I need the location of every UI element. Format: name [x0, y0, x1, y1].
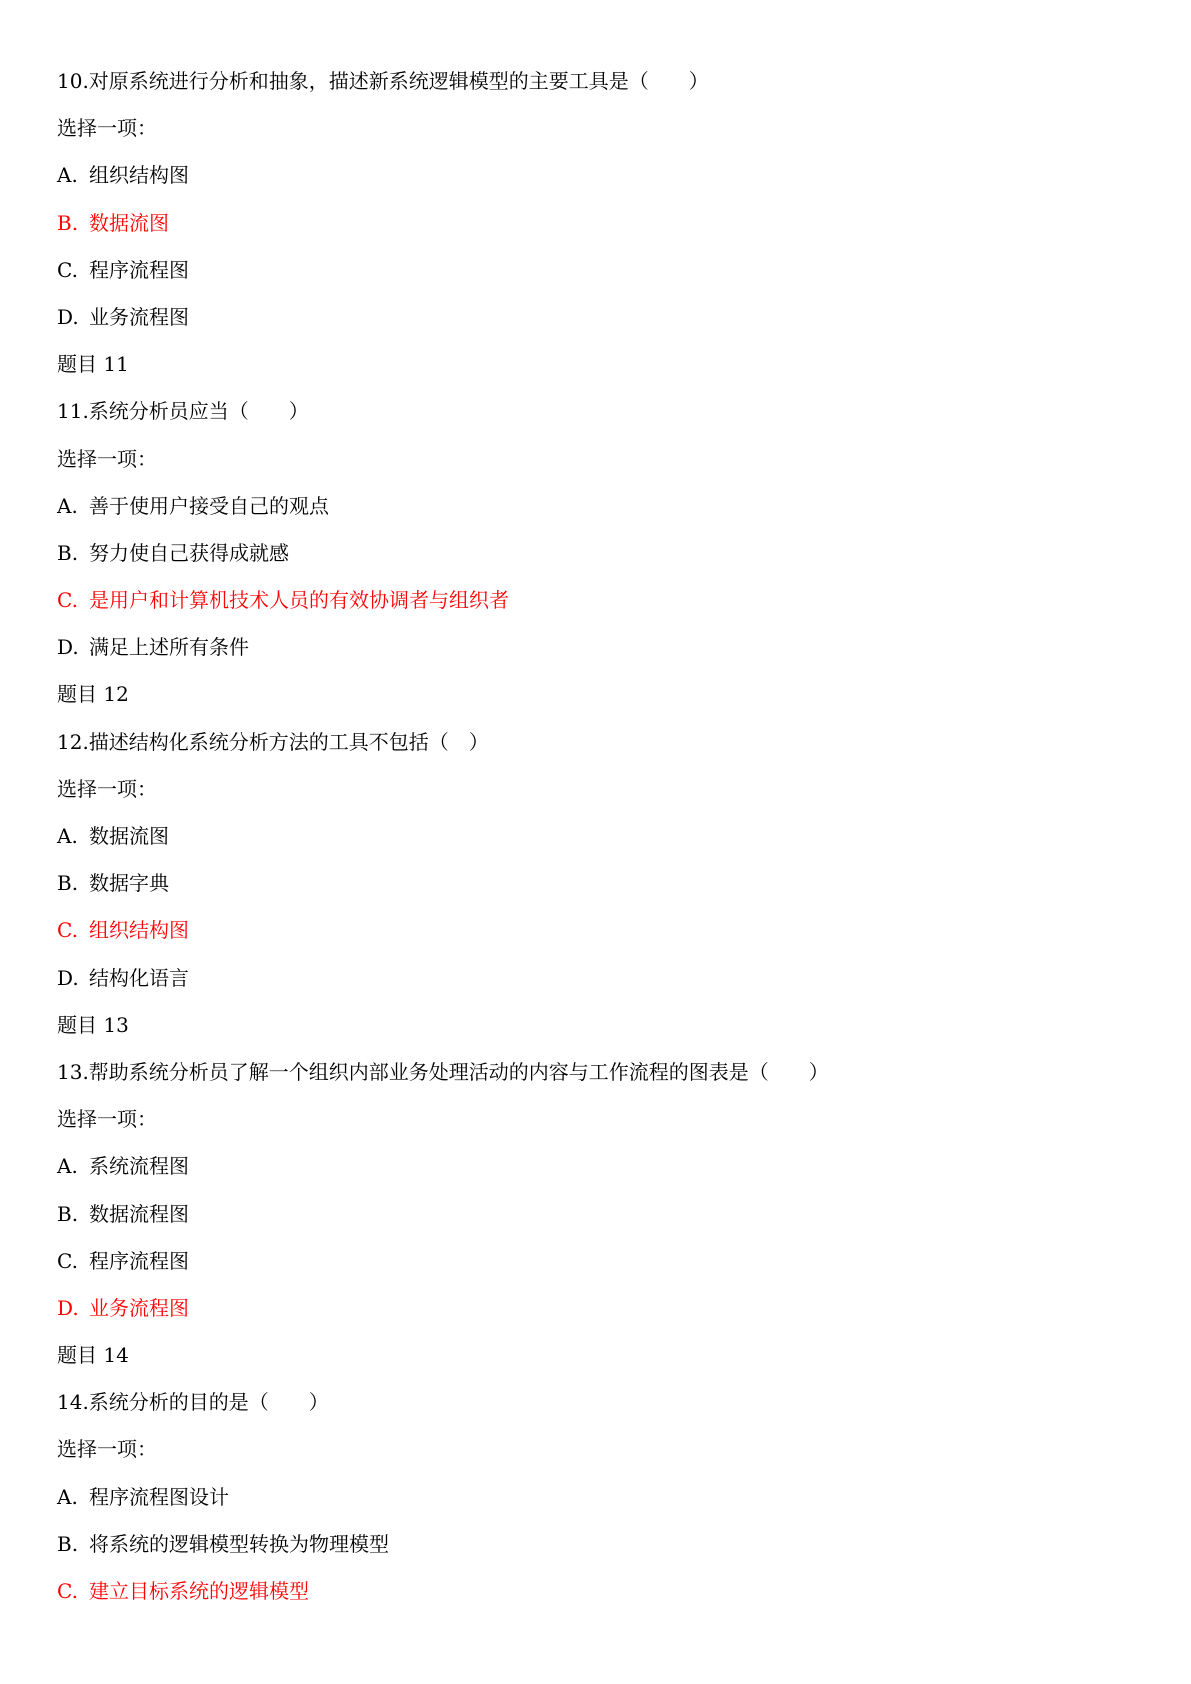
option-13-b: [57, 1191, 1137, 1238]
option-letter: B.: [57, 871, 79, 896]
option-letter: A.: [57, 493, 78, 518]
option-10-c: [57, 247, 1137, 294]
option-text: 业务流程图: [89, 304, 189, 329]
question-header-13: 题目 13: [57, 1012, 129, 1037]
option-11-a: [57, 483, 1137, 530]
option-text: 建立目标系统的逻辑模型: [89, 1579, 309, 1603]
option-text: 数据流程图: [89, 1201, 189, 1226]
option-letter: A.: [57, 1484, 78, 1509]
question-prompt-12: 选择一项：: [57, 776, 157, 801]
option-11-c-correct: [57, 577, 1137, 624]
question-stem-13: 13.帮助系统分析员了解一个组织内部业务处理活动的内容与工作流程的图表是（ ）: [57, 1059, 829, 1084]
option-text: 结构化语言: [89, 965, 189, 990]
option-13-c: [57, 1238, 1137, 1285]
option-letter: D.: [57, 304, 79, 329]
question-prompt-14: 选择一项：: [57, 1437, 157, 1462]
question-stem-10: 10.对原系统进行分析和抽象，描述新系统逻辑模型的主要工具是（ ）: [57, 69, 709, 93]
option-14-a: [57, 1474, 1137, 1521]
option-10-d: [57, 294, 1137, 341]
option-12-c-correct: [57, 907, 1137, 954]
option-letter: C.: [57, 1579, 78, 1603]
option-letter: B.: [57, 210, 79, 235]
option-10-a: [57, 152, 1137, 199]
option-text: 满足上述所有条件: [89, 635, 249, 660]
option-text: 数据流图: [89, 824, 169, 848]
option-letter: C.: [57, 257, 78, 282]
option-text: 努力使自己获得成就感: [89, 540, 289, 565]
question-stem-11: 11.系统分析员应当（ ）: [57, 399, 309, 424]
option-12-d: [57, 955, 1137, 1002]
option-12-a: [57, 813, 1137, 860]
option-text: 将系统的逻辑模型转换为物理模型: [89, 1531, 389, 1556]
option-text: 程序流程图: [89, 1248, 189, 1273]
question-stem-14: 14.系统分析的目的是（ ）: [57, 1390, 329, 1415]
question-header-11: 题目 11: [57, 352, 129, 377]
option-letter: C.: [57, 588, 78, 613]
option-text: 系统流程图: [89, 1154, 189, 1179]
option-13-d-correct: [57, 1285, 1137, 1332]
option-10-b-correct: [57, 200, 1137, 247]
option-letter: B.: [57, 540, 79, 565]
option-letter: C.: [57, 918, 78, 943]
option-text: 业务流程图: [89, 1295, 189, 1320]
option-letter: A.: [57, 1154, 78, 1179]
option-text: 组织结构图: [89, 918, 189, 943]
option-letter: B.: [57, 1531, 79, 1556]
option-letter: A.: [57, 163, 78, 188]
option-14-b: [57, 1521, 1137, 1568]
option-letter: D.: [57, 1295, 79, 1320]
question-header-12: 题目 12: [57, 682, 129, 707]
question-header-14: 题目 14: [57, 1343, 129, 1368]
question-stem-12: 12.描述结构化系统分析方法的工具不包括（ ）: [57, 729, 489, 754]
question-prompt-11: 选择一项：: [57, 446, 157, 471]
option-13-a: [57, 1143, 1137, 1190]
option-text: 是用户和计算机技术人员的有效协调者与组织者: [89, 588, 509, 613]
option-11-d: [57, 624, 1137, 671]
option-letter: B.: [57, 1201, 79, 1226]
option-text: 善于使用户接受自己的观点: [89, 493, 329, 518]
option-14-c-correct: [57, 1568, 1137, 1615]
option-text: 组织结构图: [89, 163, 189, 188]
option-letter: D.: [57, 965, 79, 990]
option-text: 数据流图: [89, 210, 169, 235]
option-text: 程序流程图设计: [89, 1484, 229, 1509]
option-letter: D.: [57, 635, 79, 660]
document-page: [57, 58, 1137, 1615]
question-prompt-13: 选择一项：: [57, 1107, 157, 1132]
option-text: 程序流程图: [89, 257, 189, 282]
option-12-b: [57, 860, 1137, 907]
option-letter: A.: [57, 824, 78, 848]
option-11-b: [57, 530, 1137, 577]
option-letter: C.: [57, 1248, 78, 1273]
option-text: 数据字典: [89, 871, 169, 896]
question-prompt-10: 选择一项：: [57, 116, 157, 141]
